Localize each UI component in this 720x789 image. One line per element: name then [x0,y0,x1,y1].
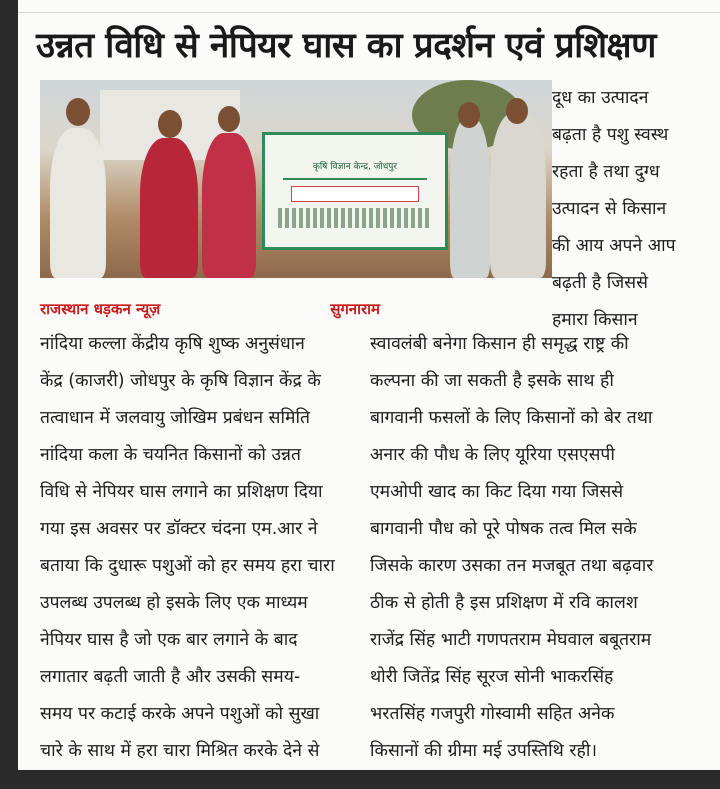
photo-person [140,138,198,278]
text-line: स्वावलंबी बनेगा किसान ही समृद्ध राष्ट्र की [370,334,629,354]
text-line: अनार की पौध के लिए यूरिया एसएसपी [370,445,615,465]
photo-person [202,133,256,278]
text-line: लगातार बढ़ती जाती है और उसकी समय- [40,667,301,687]
text-line: रहता है तथा दुग्ध [552,162,660,182]
text-line: नेपियर घास है जो एक बार लगाने के बाद [40,630,298,650]
text-line: केंद्र (काजरी) जोधपुर के कृषि विज्ञान केंद्र के [40,371,321,391]
photo-person [450,118,490,278]
text-line: जिसके कारण उसका तन मजबूत तथा बढ़वार [370,556,654,576]
text-line: बागवानी पौध को पूरे पोषक तत्व मिल सके [370,519,637,539]
text-line: चारे के साथ में हरा चारा मिश्रित करके देने से [40,741,320,761]
photo-person-head [66,98,90,126]
headline: उन्नत विधि से नेपियर घास का प्रदर्शन एवं प्रशिक्षण [36,26,656,66]
banner-rule [283,178,427,180]
text-line: कल्पना की जा सकती है इसके साथ ही [370,371,614,391]
text-line: उत्पादन से किसान [552,199,667,219]
news-photo [40,80,552,278]
text-line: तत्वाधान में जलवायु जोखिम प्रबंधन समिति [40,408,311,428]
text-line: समय पर कटाई करके अपने पशुओं को सुखा [40,704,320,724]
cropped-top-strip [18,0,720,13]
text-line: नांदिया कल्ला केंद्रीय कृषि शुष्क अनुसंधान [40,334,305,354]
kvk-banner [262,132,448,250]
left-body-column [40,326,378,770]
text-line: बढ़ती है जिससे [552,273,648,293]
text-line: किसानों की ग्रीमा मई उपस्तिथि रही। [370,741,597,761]
banner-title: कृषि विज्ञान केन्द्र, जोधपुर [312,161,398,172]
photo-person [490,113,546,278]
byline [40,296,380,322]
byline-source: राजस्थान धड़कन न्यूज़ [40,300,161,318]
text-line: बढ़ता है पशु स्वस्थ [552,125,669,145]
photo-person-head [158,110,182,138]
newspaper-clipping [18,0,720,770]
photo-person [50,128,106,278]
text-line: एमओपी खाद का किट दिया गया जिससे [370,482,624,502]
photo-person-head [218,106,240,132]
text-line: हमारा किसान [552,310,638,330]
text-line: ठीक से होती है इस प्रशिक्षण में रवि कालश [370,593,638,613]
text-line: भरतसिंह गजपुरी गोस्वामी सहित अनेक [370,704,615,724]
photo-person-head [506,98,528,124]
text-line: राजेंद्र सिंह भाटी गणपतराम मेघवाल बबूतराम [370,630,652,650]
right-top-column [552,80,704,339]
byline-author: सुगनाराम [330,300,380,318]
text-line: गया इस अवसर पर डॉक्टर चंदना एम.आर ने [40,519,318,539]
text-line: बताया कि दुधारू पशुओं को हर समय हरा चारा [40,556,335,576]
banner-subtitle-box [291,186,419,202]
text-line: थोरी जितेंद्र सिंह सूरज सोनी भाकरसिंह [370,667,614,687]
right-body-column [370,326,706,770]
banner-text-block [278,208,433,228]
text-line: विधि से नेपियर घास लगाने का प्रशिक्षण दिया [40,482,323,502]
text-line: की आय अपने आप [552,236,676,256]
text-line: दूध का उत्पादन [552,88,649,108]
text-line: उपलब्ध उपलब्ध हो इसके लिए एक माध्यम [40,593,308,613]
text-line: बागवानी फसलों के लिए किसानों को बेर तथा [370,408,653,428]
text-line: नांदिया कला के चयनित किसानों को उन्नत [40,445,301,465]
photo-person-head [458,102,480,128]
